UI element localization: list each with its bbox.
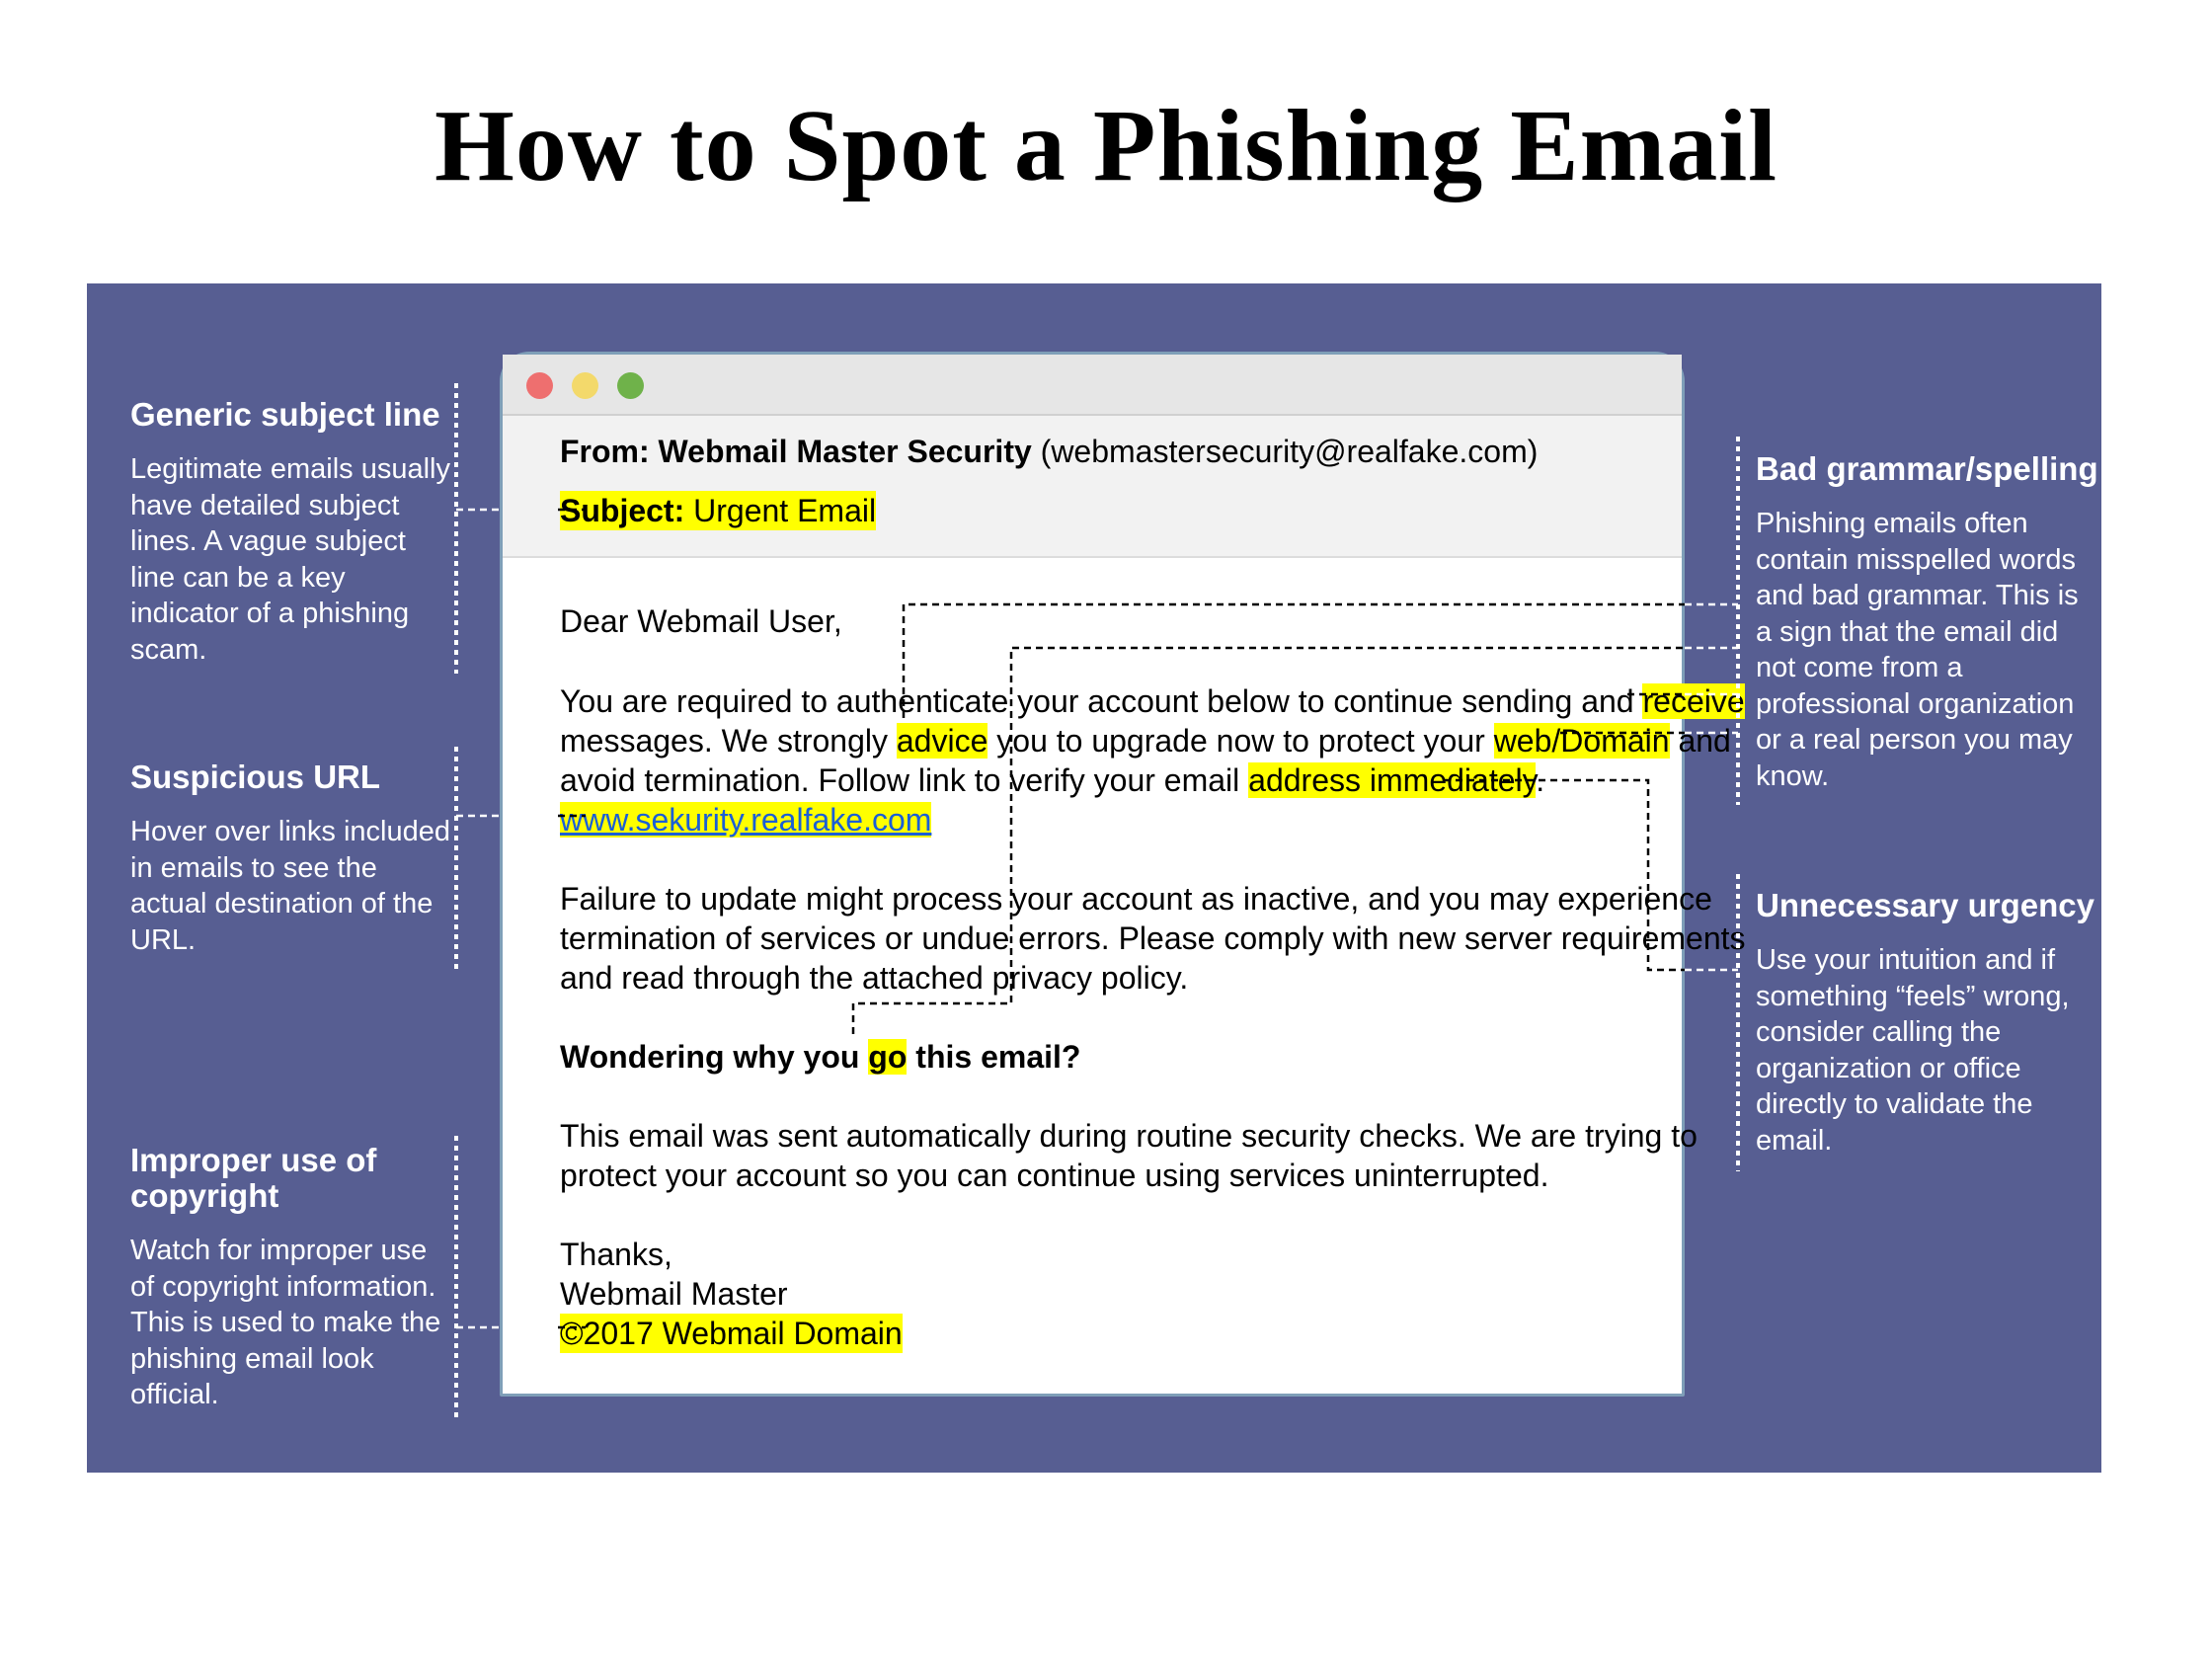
callout-url-title: Suspicious URL xyxy=(130,759,381,795)
from-address: (webmastersecurity@realfake.com) xyxy=(1040,434,1539,469)
email-greeting: Dear Webmail User, xyxy=(560,603,842,639)
error-web-domain: web/Domain xyxy=(1493,723,1670,759)
callout-line: organization or office xyxy=(1756,1052,2021,1084)
body-text: messages. We strongly xyxy=(560,723,897,759)
suspicious-link[interactable]: www.sekurity.realfake.com xyxy=(560,802,932,838)
callout-line: lines. A vague subject xyxy=(130,525,406,557)
callout-line: have detailed subject xyxy=(130,489,400,521)
page-title: How to Spot a Phishing Email xyxy=(434,89,1778,202)
error-receive: receive xyxy=(1642,683,1745,719)
body-text: Wondering why you xyxy=(560,1039,869,1075)
callout-line: This is used to make the xyxy=(130,1307,441,1338)
subject-label: Subject: xyxy=(560,493,685,528)
callout-subject-title: Generic subject line xyxy=(130,396,440,433)
callout-line: actual destination of the xyxy=(130,888,434,919)
callout-line: phishing email look xyxy=(130,1342,374,1375)
callout-line: scam. xyxy=(130,633,207,666)
callout-url-desc xyxy=(130,814,450,958)
callout-line: not come from a xyxy=(1756,652,1963,683)
body-line: This email was sent automatically during routine security checks. We are trying to xyxy=(560,1118,1698,1154)
callout-title-line: copyright xyxy=(130,1177,279,1214)
callout-line: Use your intuition and if xyxy=(1756,944,2056,976)
body-text: . xyxy=(1536,762,1545,798)
callout-copyright-title xyxy=(130,1143,376,1214)
callout-line: in emails to see the xyxy=(130,851,377,884)
callout-title-line: Improper use of xyxy=(130,1142,377,1178)
body-text: You are required to authenticate your account below to continue sending and xyxy=(560,683,1643,719)
callout-line: professional organization xyxy=(1756,687,2075,720)
body-text: avoid termination. Follow link to verify your email xyxy=(560,762,1249,798)
email-signature: Webmail Master xyxy=(560,1276,788,1312)
callout-line: URL. xyxy=(130,923,197,956)
email-copyright: ©2017 Webmail Domain xyxy=(560,1316,903,1351)
error-go: go xyxy=(868,1039,908,1075)
callout-line: something “feels” wrong, xyxy=(1756,980,2070,1012)
callout-subject-desc xyxy=(130,451,450,668)
callout-line: and bad grammar. This is xyxy=(1756,580,2079,611)
callout-line: of copyright information. xyxy=(130,1270,436,1303)
callout-line: email. xyxy=(1756,1124,1833,1157)
callout-line: contain misspelled words xyxy=(1756,543,2076,576)
connector-go xyxy=(853,648,1685,1034)
callout-line: or a real person you may xyxy=(1756,724,2073,756)
body-line: protect your account so you can continue using services uninterrupted. xyxy=(560,1158,1549,1193)
callout-grammar-desc xyxy=(1756,506,2079,794)
body-line: and read through the attached privacy policy. xyxy=(560,960,1189,996)
body-text: you to upgrade now to protect your xyxy=(988,723,1494,759)
subject-value: Urgent Email xyxy=(693,493,877,528)
callout-line: directly to validate the xyxy=(1756,1088,2033,1120)
callout-line: know. xyxy=(1756,760,1830,792)
body-text: this email? xyxy=(907,1039,1081,1075)
callout-line: indicator of a phishing xyxy=(130,598,410,629)
callout-line: Watch for improper use xyxy=(130,1235,428,1266)
callout-grammar-title: Bad grammar/spelling xyxy=(1756,450,2098,487)
error-advice: advice xyxy=(896,723,988,759)
urgency-address-immediately: address immediately xyxy=(1248,762,1537,798)
callout-line: a sign that the email did xyxy=(1756,615,2059,648)
callout-line: Phishing emails often xyxy=(1756,508,2028,539)
callout-copyright-desc xyxy=(130,1233,440,1413)
callout-urgency-title: Unnecessary urgency xyxy=(1756,887,2095,923)
body-line: termination of services or undue errors. Please comply with new server requirements xyxy=(560,920,1746,956)
callout-line: consider calling the xyxy=(1756,1016,2002,1048)
callout-line: official. xyxy=(130,1379,219,1410)
from-label: From: Webmail Master Security xyxy=(560,434,1032,469)
body-line: Failure to update might process your account as inactive, and you may experience xyxy=(560,881,1712,917)
callout-line: line can be a key xyxy=(130,561,346,594)
callout-urgency-desc xyxy=(1756,942,2070,1159)
connector-advice xyxy=(904,604,1685,718)
connector-urgency xyxy=(1444,780,1685,970)
body-text: and xyxy=(1669,723,1731,759)
callout-line: Legitimate emails usually xyxy=(130,453,450,485)
email-thanks: Thanks, xyxy=(560,1237,672,1272)
callout-line: Hover over links included xyxy=(130,816,450,847)
